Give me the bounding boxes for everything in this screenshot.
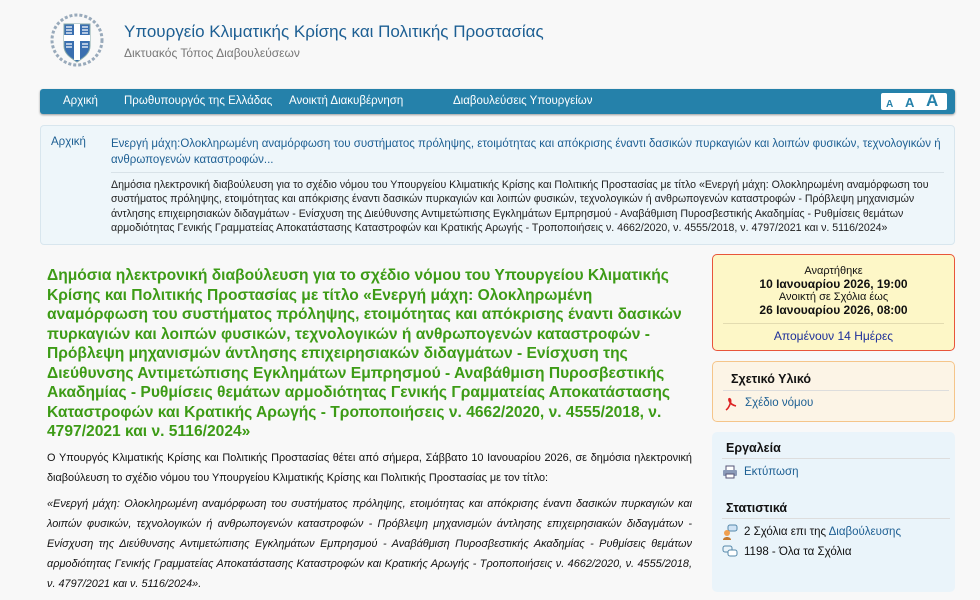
related-title: Σχετικό Υλικό xyxy=(731,372,812,386)
tools-box xyxy=(712,432,955,592)
font-small-button[interactable]: A xyxy=(886,99,894,110)
font-size-controls xyxy=(881,93,947,110)
comments-icon xyxy=(722,544,738,560)
comments-count: 2 Σχόλια επι της xyxy=(744,526,827,538)
nav-home[interactable]: Αρχική xyxy=(63,95,98,107)
printer-icon xyxy=(722,464,738,480)
nav-open-gov[interactable]: Ανοικτή Διακυβέρνηση xyxy=(289,95,404,107)
breadcrumb xyxy=(40,125,955,245)
breadcrumb-current[interactable]: Ενεργή μάχη:Ολοκληρωμένη αναμόρφωση του συστήματος πρόληψης, ετοιμότητας και απόκρισης έναντι δασικών πυρκαγιών και λοιπών φυσικών, τεχνολογικών ή ανθρωπογενών καταστροφών... xyxy=(111,138,941,166)
nav-ministry-consultations[interactable]: Διαβουλεύσεις Υπουργείων xyxy=(453,95,593,107)
tools-title: Εργαλεία xyxy=(726,441,781,455)
consultation-description: Δημόσια ηλεκτρονική διαβούλευση για το σχέδιο νόμου του Υπουργείου Κλιματικής Κρίσης και Πολιτικής Προστασίας με τίτλο «Ενεργή μάχη: Ολοκληρωμένη αναμόρφωση του συστήματος πρόληψης, ετοιμότητας και απόκρισης έναντι δασικών πυρκαγιών και λοιπών φυσικών, τεχνολογικών ή ανθρωπογενών καταστροφών - Πρόβλεψη μηχανισμών άντλησης επιχειρησιακών διδαγμάτων - Ενίσχυση της Διεύθυνσης Αντιμετώπισης Εγκλημάτων Εμπρησμού - Αναβάθμιση Πυροσβεστικής Ακαδημίας - Ρυθμίσεις θεμάτων αρμοδιότητας Γενικής Γραμματείας Αποκατάστασης Καταστροφών και Κρατικής Αρωγής - Τροποποιήσεις ν. 4662/2020, ν. 4555/2018, ν. 4797/2021 και ν. 5116/2024» xyxy=(111,179,929,235)
pdf-icon xyxy=(723,396,739,412)
all-comments-count[interactable]: 1198 - Όλα τα Σχόλια xyxy=(744,546,852,558)
breadcrumb-home[interactable]: Αρχική xyxy=(51,136,86,148)
posted-label: Αναρτήθηκε xyxy=(804,265,863,277)
open-until-label: Ανοικτή σε Σχόλια έως xyxy=(778,291,889,303)
consultation-body xyxy=(47,448,692,600)
main-nav xyxy=(40,89,955,114)
divider xyxy=(111,172,944,173)
bill-title-paragraph: «Ενεργή μάχη: Ολοκληρωμένη αναμόρφωση του συστήματος πρόληψης, ετοιμότητας και απόκρισης έναντι δασικών πυρκαγιών και λοιπών φυσικών, τεχνολογικών ή ανθρωπογενών καταστροφών - Πρόβλεψη μηχανισμών άντλησης επιχειρησιακών διδαγμάτων - Ενίσχυση της Διεύθυνσης Αντιμετώπισης Εγκλημάτων Εμπρησμού - Αναβάθμιση Πυροσβεστικής Ακαδημίας - Ρυθμίσεις θεμάτων αρμοδιότητας Γενικής Γραμματείας Αποκατάστασης Καταστροφών και Κρατικής Αρωγής - Τροποποιήσεις ν. 4662/2020, ν. 4555/2018, ν. 4797/2021 και ν. 5116/2024». xyxy=(47,498,692,590)
font-large-button[interactable]: A xyxy=(926,91,939,110)
draft-law-link[interactable]: Σχέδιο νόμου xyxy=(745,397,814,409)
site-subtitle: Δικτυακός Τόπος Διαβουλεύσεων xyxy=(124,46,300,60)
related-material-box xyxy=(712,361,955,422)
user-comment-icon xyxy=(722,524,738,540)
open-until-date: 26 Ιανουαρίου 2026, 08:00 xyxy=(759,303,908,317)
print-link[interactable]: Εκτύπωση xyxy=(744,466,799,478)
dates-box xyxy=(712,254,955,351)
greek-coat-of-arms-logo xyxy=(50,12,104,68)
consultation-comments-link[interactable]: Διαβούλευσης xyxy=(828,526,901,538)
posted-date: 10 Ιανουαρίου 2026, 19:00 xyxy=(759,277,908,291)
nav-prime-minister[interactable]: Πρωθυπουργός της Ελλάδας xyxy=(124,95,273,107)
stats-title: Στατιστικά xyxy=(726,501,788,515)
font-medium-button[interactable]: A xyxy=(905,95,915,110)
site-title[interactable]: Υπουργείο Κλιματικής Κρίσης και Πολιτικής Προστασίας xyxy=(124,22,544,41)
intro-paragraph: Ο Υπουργός Κλιματικής Κρίσης και Πολιτικής Προστασίας θέτει από σήμερα, Σάββατο 10 Ιανουαρίου 2026, σε δημόσια ηλεκτρονική διαβούλευση το σχέδιο νόμου του Υπουργείου Κλιματικής Κρίσης και Πολιτικής Προστασίας με τον τίτλο: xyxy=(47,452,692,484)
page-title: Δημόσια ηλεκτρονική διαβούλευση για το σχέδιο νόμου του Υπουργείου Κλιματικής Κρίσης και Πολιτικής Προστασίας με τίτλο «Ενεργή μάχη: Ολοκληρωμένη αναμόρφωση του συστήματος πρόληψης, ετοιμότητας και απόκρισης έναντι δασικών πυρκαγιών και λοιπών φυσικών, τεχνολογικών ή ανθρωπογενών καταστροφών - Πρόβλεψη μηχανισμών άντλησης επιχειρησιακών διδαγμάτων - Ενίσχυση της Διεύθυνσης Αντιμετώπισης Εγκλημάτων Εμπρησμού - Αναβάθμιση Πυροσβεστικής Ακαδημίας - Ρυθμίσεις θεμάτων αρμοδιότητας Γενικής Γραμματείας Αποκατάστασης Καταστροφών και Κρατικής Αρωγής - Τροποποιήσεις ν. 4662/2020, ν. 4555/2018, ν. 4797/2021 και ν. 5116/2024» xyxy=(47,267,682,440)
remaining-days: Απομένουν 14 Ημέρες xyxy=(723,323,944,343)
